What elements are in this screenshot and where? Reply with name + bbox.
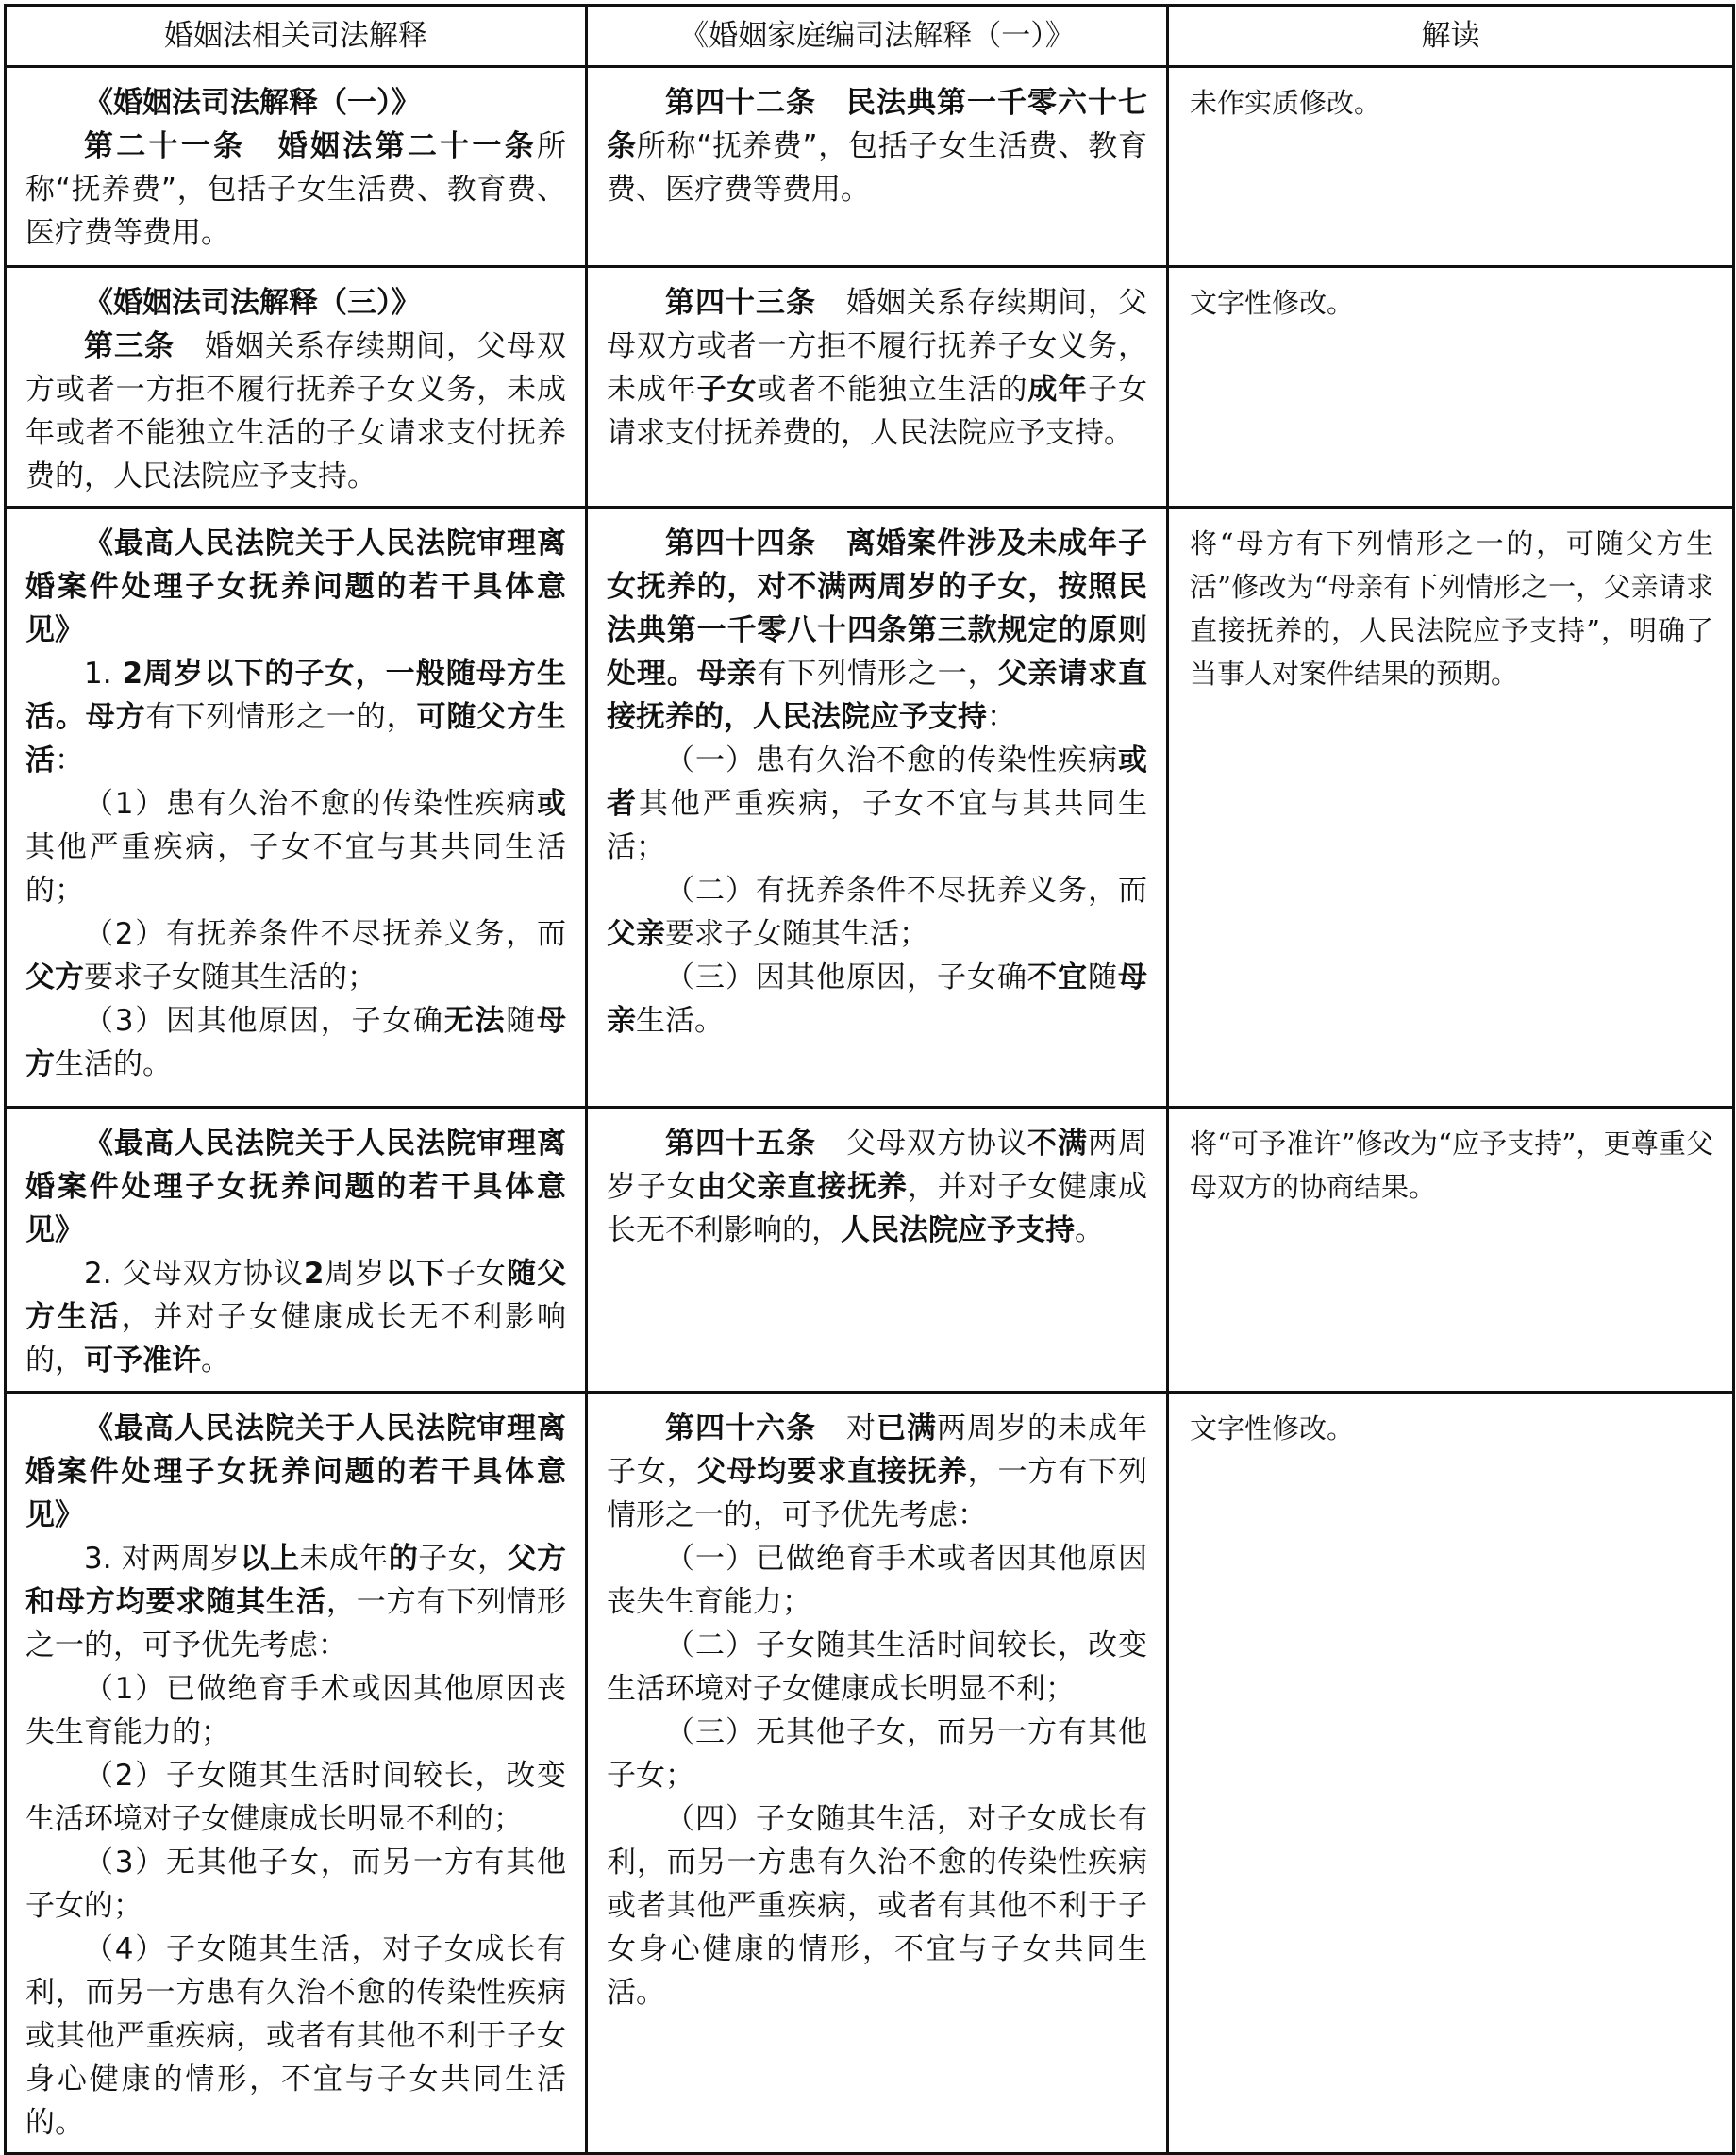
new-provision-cell: [587, 508, 1168, 1108]
bold-text-run: 已满: [876, 1412, 937, 1445]
text-run: 所称“抚养费”，包括子女生活费、教育费、医疗费等费用。: [607, 129, 1148, 207]
commentary-cell: [1168, 67, 1734, 267]
provision-paragraph: [25, 912, 566, 999]
text-run: 婚姻关系存续期间，父母双方或者一方拒不履行抚养子女义务，未成年或者不能独立生活的子女请求支付抚养费的，人民法院应予支持。: [25, 329, 566, 493]
provision-paragraph: [25, 999, 566, 1086]
bold-text-run: 人民法院应予支持: [841, 1213, 1075, 1247]
text-run: 有下列情形之一，: [757, 657, 998, 691]
text-run: 父母双方协议: [816, 1127, 1027, 1161]
provision-paragraph: [607, 1537, 1147, 1624]
old-provision-cell: [6, 508, 587, 1108]
new-provision-cell: [587, 1108, 1168, 1393]
bold-text-run: 第四十二条 民法典第一千零六十七条: [607, 86, 1147, 163]
commentary-text: 文字性修改。: [1190, 287, 1355, 319]
text-run: 随: [506, 1004, 538, 1038]
provision-paragraph: [607, 1407, 1147, 1537]
text-run: 子女，: [418, 1542, 508, 1576]
text-run: ：: [55, 743, 84, 777]
text-run: （一）已做绝育手术或者因其他原因丧失生育能力；: [607, 1542, 1147, 1619]
text-run: 。: [1075, 1213, 1104, 1247]
text-run: ：: [987, 700, 1016, 734]
old-provision-cell: [6, 1393, 587, 2154]
text-run: （三）无其他子女，而另一方有其他子女；: [607, 1715, 1147, 1793]
commentary-cell: [1168, 508, 1734, 1108]
text-run: 或者不能独立生活的: [757, 373, 1028, 407]
provision-paragraph: [607, 869, 1147, 956]
bold-text-run: 或者: [607, 743, 1147, 821]
provision-paragraph: [25, 1407, 566, 1537]
text-run: （3）无其他子女，而另一方有其他子女的；: [25, 1846, 566, 1923]
text-run: （二）子女随其生活时间较长，改变生活环境对子女健康成长明显不利；: [607, 1629, 1147, 1706]
bold-text-run: 第四十六条: [665, 1412, 816, 1445]
bold-text-run: 第四十四条 离婚案件涉及未成年子女抚养的，对不满两周岁的子女，按照民法典第一千零八十四条第三款规定的原则处理。母亲: [607, 526, 1147, 691]
table-row: [6, 1108, 1734, 1393]
header-new-interpretation: 《婚姻家庭编司法解释（一）》: [587, 6, 1168, 67]
provision-paragraph: [25, 325, 566, 498]
text-run: （4）子女随其生活，对子女成长有利，而另一方患有久治不愈的传染性疾病或其他严重疾病，或者有其他不利于子女身心健康的情形，不宜与子女共同生活的。: [25, 1932, 566, 2140]
bold-text-run: 父方: [25, 961, 84, 994]
text-run: 对: [816, 1412, 876, 1445]
provision-paragraph: [607, 1624, 1147, 1711]
bold-text-run: 或: [537, 787, 566, 821]
text-run: 3. 对两周岁: [84, 1542, 241, 1576]
header-row: [6, 6, 1734, 67]
provision-paragraph: [25, 1841, 566, 1928]
text-run: 。: [201, 1344, 230, 1378]
bold-text-run: 不宜: [1027, 961, 1088, 994]
old-provision-cell: [6, 67, 587, 267]
provision-paragraph: [25, 652, 566, 782]
bold-text-run: 《婚姻法司法解释（一）》: [84, 86, 421, 120]
provision-paragraph: [25, 1754, 566, 1841]
provision-paragraph: [25, 1537, 566, 1667]
provision-paragraph: [25, 281, 566, 325]
bold-text-run: 父亲: [607, 917, 665, 951]
text-run: 子女: [445, 1257, 507, 1291]
text-run: 两周岁子女: [607, 1127, 1147, 1204]
bold-text-run: 《婚姻法司法解释（三）》: [84, 286, 421, 320]
text-run: 所称“抚养费”，包括子女生活费、教育费、医疗费等费用。: [25, 129, 566, 250]
provision-paragraph: [607, 522, 1147, 739]
text-run: （1）已做绝育手术或因其他原因丧失生育能力的；: [25, 1672, 566, 1749]
commentary-text: 未作实质修改。: [1190, 87, 1382, 119]
text-run: （四）子女随其生活，对子女成长有利，而另一方患有久治不愈的传染性疾病或者其他严重疾病，或者有其他不利于子女身心健康的情形，不宜与子女共同生活。: [607, 1802, 1147, 2010]
bold-text-run: 父方和母方均要求随其生活: [25, 1542, 566, 1619]
old-provision-cell: [6, 1108, 587, 1393]
bold-text-run: 无法: [443, 1004, 507, 1038]
bold-text-run: 父亲请求直接抚养的，人民法院应予支持: [607, 657, 1148, 734]
bold-text-run: 2: [303, 1257, 325, 1291]
new-provision-cell: [587, 67, 1168, 267]
table-row: [6, 267, 1734, 508]
table-row: [6, 508, 1734, 1108]
text-run: 要求子女随其生活；: [665, 917, 928, 951]
commentary-cell: [1168, 1108, 1734, 1393]
text-run: 随: [1088, 961, 1118, 994]
bold-text-run: 的: [388, 1542, 419, 1576]
text-run: 要求子女随其生活的；: [84, 961, 376, 994]
provision-paragraph: [25, 1252, 566, 1382]
provision-paragraph: [25, 1667, 566, 1754]
text-run: ，并对子女健康成长无不利影响的，: [607, 1170, 1148, 1247]
commentary-text: 文字性修改。: [1190, 1412, 1355, 1445]
text-run: （2）子女随其生活时间较长，改变生活环境对子女健康成长明显不利的；: [25, 1759, 566, 1836]
bold-text-run: 以下: [385, 1257, 446, 1291]
bold-text-run: 随父方生活: [25, 1257, 567, 1334]
bold-text-run: 可随父方生活: [25, 700, 567, 777]
text-run: 子女请求支付抚养费的，人民法院应予支持。: [607, 373, 1148, 450]
bold-text-run: 《最高人民法院关于人民法院审理离婚案件处理子女抚养问题的若干具体意见》: [25, 526, 566, 647]
text-run: （1）患有久治不愈的传染性疾病: [84, 787, 537, 821]
provision-paragraph: [607, 81, 1147, 211]
bold-text-run: 成年: [1027, 373, 1089, 407]
provision-paragraph: [25, 125, 566, 255]
table-row: [6, 67, 1734, 267]
text-run: ，一方有下列情形之一的，可予优先考虑：: [607, 1455, 1148, 1532]
provision-paragraph: [25, 81, 566, 125]
commentary-text: 将“可予准许”修改为“应予支持”，更尊重父母双方的协商结果。: [1190, 1128, 1713, 1203]
provision-paragraph: [25, 1122, 566, 1252]
bold-text-run: 第四十三条: [665, 286, 816, 320]
bold-text-run: 母亲: [607, 961, 1147, 1038]
bold-text-run: 《最高人民法院关于人民法院审理离婚案件处理子女抚养问题的若干具体意见》: [25, 1412, 566, 1532]
bold-text-run: 子女: [696, 373, 758, 407]
text-run: 两周岁的未成年子女，: [607, 1412, 1147, 1489]
text-run: 生活。: [636, 1004, 724, 1038]
text-run: 其他严重疾病，子女不宜与其共同生活；: [607, 787, 1147, 864]
text-run: 婚姻关系存续期间，父母双方或者一方拒不履行抚养子女义务，未成年: [607, 286, 1147, 407]
comparison-table: [4, 4, 1735, 2155]
text-run: ，并对子女健康成长无不利影响的，: [25, 1300, 566, 1378]
text-run: （一）患有久治不愈的传染性疾病: [665, 743, 1118, 777]
provision-paragraph: [607, 739, 1147, 869]
bold-text-run: 2周岁以下的子女，一般随母方生活。母方: [25, 657, 566, 734]
text-run: 生活的。: [55, 1047, 172, 1081]
text-run: 有下列情形之一的，: [145, 700, 417, 734]
bold-text-run: 不满: [1027, 1127, 1088, 1161]
provision-paragraph: [25, 782, 566, 912]
new-provision-cell: [587, 267, 1168, 508]
text-run: ，一方有下列情形之一的，可予优先考虑：: [25, 1585, 567, 1662]
bold-text-run: 第三条: [84, 329, 175, 363]
table-row: [6, 1393, 1734, 2154]
old-provision-cell: [6, 267, 587, 508]
bold-text-run: 母方: [25, 1004, 567, 1081]
provision-paragraph: [607, 1797, 1147, 2014]
bold-text-run: 《最高人民法院关于人民法院审理离婚案件处理子女抚养问题的若干具体意见》: [25, 1127, 566, 1247]
new-provision-cell: [587, 1393, 1168, 2154]
text-run: 其他严重疾病，子女不宜与其共同生活的；: [25, 830, 566, 908]
text-run: （三）因其他原因，子女确: [665, 961, 1027, 994]
text-run: （2）有抚养条件不尽抚养义务，而: [84, 917, 566, 951]
provision-paragraph: [607, 281, 1147, 455]
text-run: （3）因其他原因，子女确: [84, 1004, 444, 1038]
provision-paragraph: [607, 1711, 1147, 1797]
text-run: （二）有抚养条件不尽抚养义务，而: [665, 874, 1147, 908]
header-old-interpretation: 婚姻法相关司法解释: [6, 6, 587, 67]
commentary-cell: [1168, 1393, 1734, 2154]
bold-text-run: 可予准许: [84, 1344, 201, 1378]
commentary-cell: [1168, 267, 1734, 508]
provision-paragraph: [25, 522, 566, 652]
text-run: 1.: [84, 657, 123, 691]
provision-paragraph: [607, 1122, 1147, 1252]
bold-text-run: 以上: [240, 1542, 300, 1576]
text-run: 未成年: [299, 1542, 389, 1576]
bold-text-run: 第四十五条: [665, 1127, 816, 1161]
text-run: 2. 父母双方协议: [84, 1257, 304, 1291]
bold-text-run: 由父亲直接抚养: [696, 1170, 908, 1204]
provision-paragraph: [25, 1928, 566, 2145]
text-run: 周岁: [324, 1257, 386, 1291]
commentary-text: 将“母方有下列情形之一的，可随父方生活”修改为“母亲有下列情形之一，父亲请求直接抚养的，人民法院应予支持”，明确了当事人对案件结果的预期。: [1190, 527, 1713, 690]
bold-text-run: 父母均要求直接抚养: [696, 1455, 968, 1489]
bold-text-run: 第二十一条 婚姻法第二十一条: [84, 129, 537, 163]
provision-paragraph: [607, 956, 1147, 1043]
header-commentary: 解读: [1168, 6, 1734, 67]
